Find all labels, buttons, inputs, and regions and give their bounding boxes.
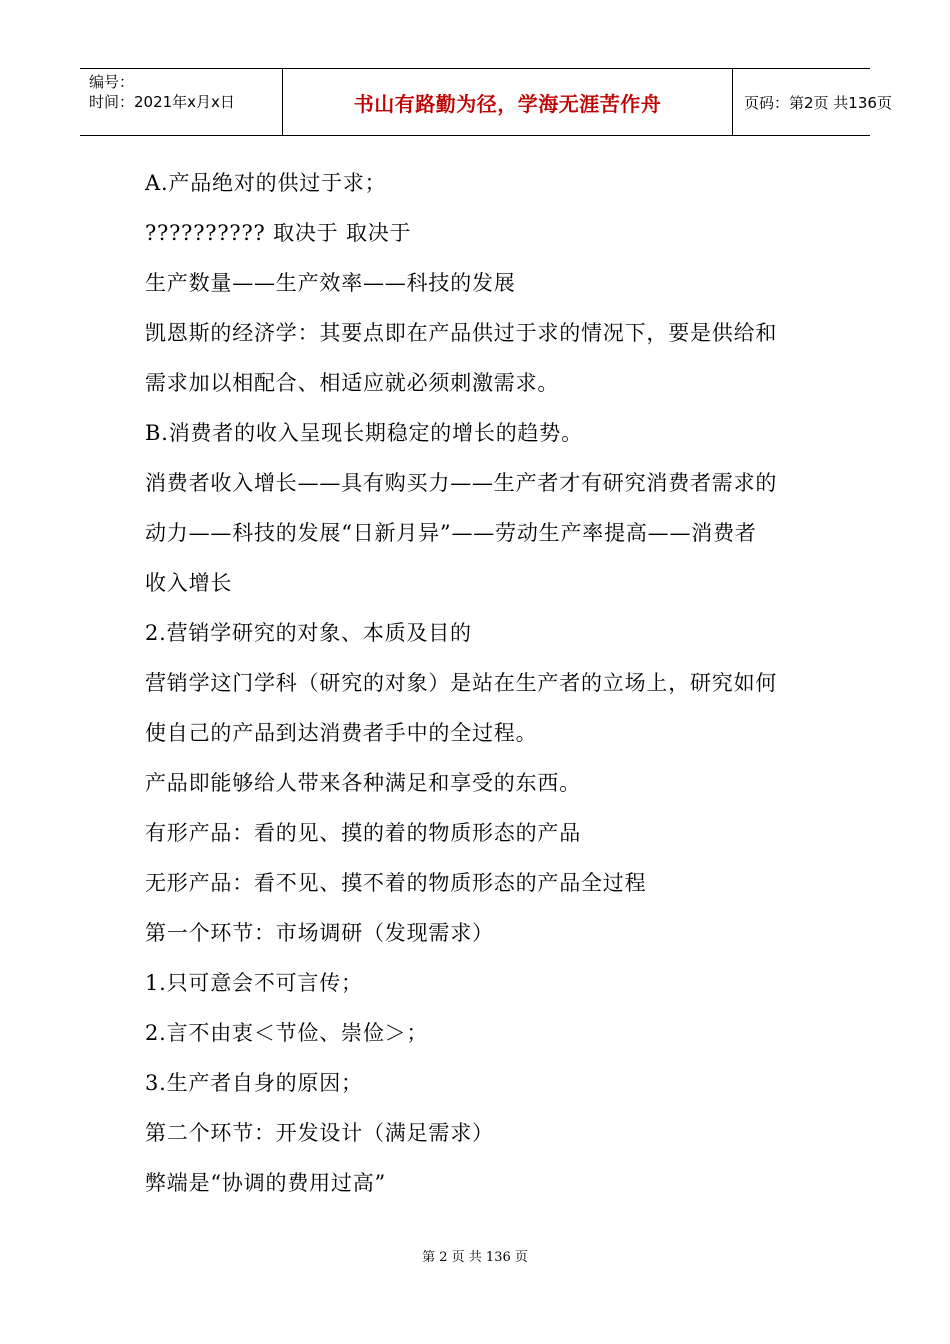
text-line: 需求加以相配合、相适应就必须刺激需求。 [145,371,560,395]
text-line: 无形产品：看不见、摸不着的物质形态的产品全过程 [145,871,647,895]
header-motto-cell [282,69,733,135]
text-line: 有形产品：看的见、摸的着的物质形态的产品 [145,821,581,845]
text-line: 产品即能够给人带来各种满足和享受的东西。 [145,771,581,795]
text-line: B.消费者的收入呈现长期稳定的增长的趋势。 [145,421,583,445]
text-line: 营销学这门学科（研究的对象）是站在生产者的立场上，研究如何 [145,671,778,695]
text-line: 收入增长 [145,571,233,595]
header-page-info: 页码：第2页 共136页 [744,93,892,112]
text-line: 使自己的产品到达消费者手中的全过程。 [145,721,538,745]
text-line: 弊端是“协调的费用过高” [145,1171,387,1195]
text-line: 第二个环节：开发设计（满足需求） [145,1121,494,1145]
text-line: 凯恩斯的经济学：其要点即在产品供过于求的情况下，要是供给和 [145,321,778,345]
text-line: ?????????? 取决于 取决于 [145,221,412,245]
page-header [80,68,892,136]
header-motto: 书山有路勤为径，学海无涯苦作舟 [353,91,662,116]
header-page-cell [733,69,892,135]
document-time-label: 时间：2021年x月x日 [89,93,235,111]
text-line: 动力——科技的发展“日新月异”——劳动生产率提高——消费者 [145,521,757,545]
page-footer: 第 2 页 共 136 页 [422,1250,528,1265]
header-info-cell [80,69,282,135]
document-number-label: 编号： [89,73,135,91]
list-item: 2.言不由衷＜节俭、崇俭＞； [145,1021,429,1045]
text-line: 消费者收入增长——具有购买力——生产者才有研究消费者需求的 [145,471,778,495]
text-line: 生产数量——生产效率——科技的发展 [145,271,516,295]
section-heading: 2.营销学研究的对象、本质及目的 [145,621,472,645]
list-item: 1.只可意会不可言传； [145,971,363,995]
text-line: 第一个环节：市场调研（发现需求） [145,921,494,945]
list-item: 3.生产者自身的原因； [145,1071,363,1095]
text-line: A.产品绝对的供过于求； [145,171,387,195]
